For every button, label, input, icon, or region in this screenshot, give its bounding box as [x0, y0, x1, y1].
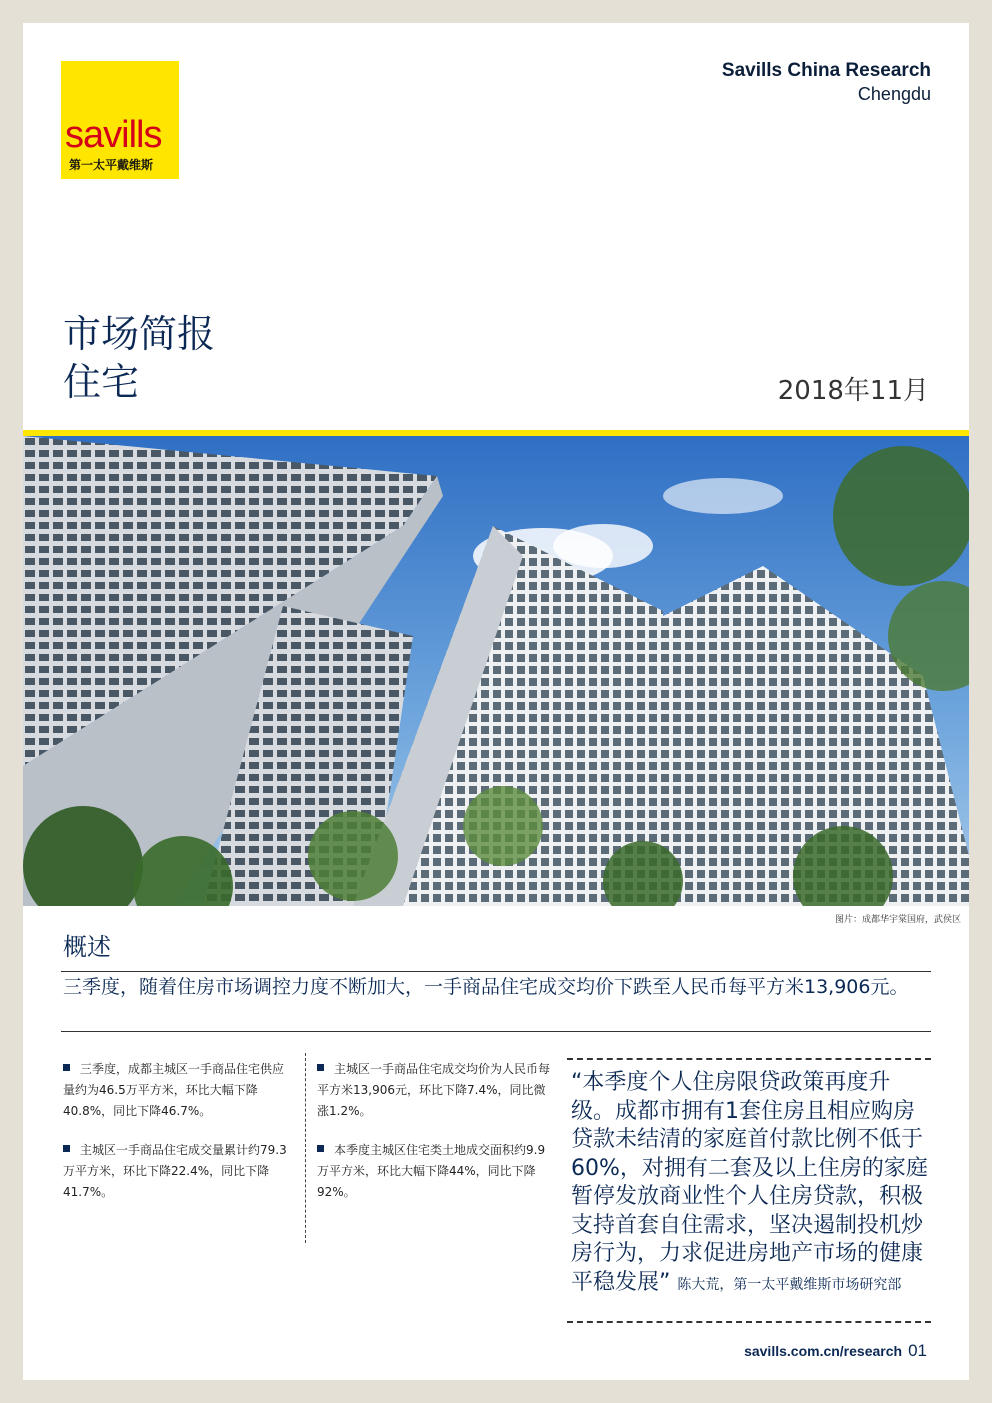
- bullet-square-icon: [63, 1064, 70, 1071]
- savills-logo: [61, 61, 179, 179]
- overview-bottom-rule: [61, 1031, 931, 1032]
- footer-url-link[interactable]: savills.com.cn/research: [744, 1343, 903, 1359]
- publisher-block: [722, 59, 931, 105]
- bullet-square-icon: [63, 1145, 70, 1152]
- pull-quote: [571, 1069, 933, 1299]
- bullet-item: [317, 1140, 551, 1203]
- column-divider: [305, 1053, 306, 1243]
- report-title-line2: 住宅: [63, 360, 140, 404]
- report-page: [23, 23, 969, 1380]
- bullet-item: [317, 1059, 551, 1122]
- bullet-text: 主城区一手商品住宅成交量累计约79.3万平方米，环比下降22.4%，同比下降41.7%。: [63, 1143, 287, 1199]
- quote-author: 陈大荒，第一太平戴维斯市场研究部: [677, 1276, 902, 1293]
- publisher-name: Savills China Research: [721, 60, 931, 81]
- bullet-text: 三季度，成都主城区一手商品住宅供应量约为46.5万平方米，环比大幅下降40.8%，同比下降46.7%。: [63, 1062, 285, 1118]
- page-number: 01: [908, 1341, 927, 1360]
- report-title-line1: 市场简报: [63, 312, 216, 356]
- hero-photo-buildings: [23, 436, 969, 906]
- quote-top-rule: [567, 1058, 931, 1060]
- photo-caption: 图片：成都华宇棠国府，武侯区: [834, 915, 961, 925]
- logo-wordmark: savills: [65, 114, 162, 156]
- bullet-square-icon: [317, 1064, 324, 1071]
- logo-chinese-name: 第一太平戴维斯: [69, 158, 154, 172]
- overview-summary: 三季度，随着住房市场调控力度不断加大，一手商品住宅成交均价下跌至人民币每平方米13,906元。: [63, 976, 909, 998]
- report-date: 2018年11月: [777, 376, 929, 406]
- bullet-text: 主城区一手商品住宅成交均价为人民币每平方米13,906元，环比下降7.4%，同比微涨1.2%。: [317, 1062, 551, 1118]
- publisher-city: Chengdu: [857, 84, 931, 104]
- bullet-text: 本季度主城区住宅类土地成交面积约9.9万平方米，环比大幅下降44%，同比下降92%。: [317, 1143, 546, 1199]
- quote-bottom-rule: [567, 1321, 931, 1323]
- bullet-item: [63, 1140, 295, 1203]
- overview-heading: 概述: [63, 933, 111, 961]
- overview-top-rule: [61, 971, 931, 972]
- bullet-item: [63, 1059, 295, 1122]
- bullet-square-icon: [317, 1145, 324, 1152]
- quote-text: “本季度个人住房限贷政策再度升级。成都市拥有1套住房且相应购房贷款未结清的家庭首付款比例不低于60%，对拥有二套及以上住房的家庭暂停发放商业性个人住房贷款，积极支持首套自住需求，坚决遏制投机炒房行为，力求促进房地产市场的健康平稳发展”: [571, 1070, 928, 1295]
- report-title: [63, 310, 215, 406]
- page-footer: [744, 1341, 927, 1361]
